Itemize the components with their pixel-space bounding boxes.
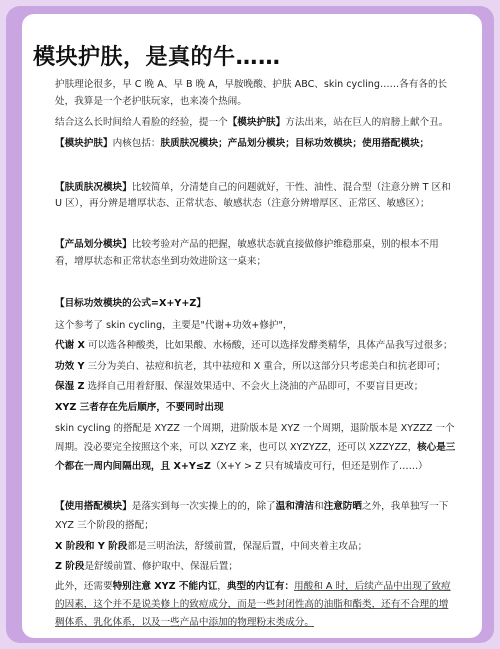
target-line: 这个参考了 skin cycling，主要是"代谢+功效+修护"，	[55, 320, 293, 331]
section-heading: 【目标功效模块的公式=X+Y+Z】	[55, 298, 206, 309]
target-line: XYZ 三者存在先后顺序，不要同时出现	[55, 402, 224, 413]
usage-line: 【使用搭配模块】是落实到每一次实操上的的，除了温和清洁和注意防晒之外，我单独写一下	[55, 501, 449, 512]
target-line: 保湿 Z 选择自己用着舒服、保湿效果适中、不会火上浇油的产品即可，不要盲目更改；	[55, 381, 424, 392]
usage-line: 稠体系、乳化体系，以及一些产品中添加的物理粉末类成分。	[55, 617, 315, 628]
section-heading: 【肤质肤况模块】	[55, 182, 132, 193]
intro-line: 处，我算是一个老护肤玩家，也来凑个热闹。	[55, 96, 247, 107]
target-line: 代谢 X 可以选各种酸类，比如果酸、水杨酸，还可以选择发酵类精华，具体产品我写过很多；	[55, 340, 453, 351]
section-heading: 【产品划分模块】	[55, 239, 132, 250]
intro-line: 【模块护肤】内核包括：肤质肤况模块；产品划分模块；目标功效模块；使用搭配模块；	[55, 138, 430, 149]
usage-line: Z 阶段是舒缓前置、修护取中、保湿后置；	[55, 561, 238, 572]
skin-module-line: U 区），再分辨是增厚状态、正常状态、敏感状态（注意分辨增厚区、正常区、敏感区）；	[55, 198, 430, 209]
usage-line: 的因素，这个并不是说美修上的致痘成分，而是一些封闭性高的油脂和酯类，还有不合理的增	[55, 599, 449, 610]
target-line: skin cycling 的搭配是 XYZZ 一个周期，进阶版本是 XYZ 一个周期，退阶版本是 XYZZZ 一个	[55, 423, 455, 434]
page-title: 模块护肤，是真的牛……	[33, 45, 281, 70]
intro-line: 结合这么长时间给人看脸的经验，提一个【模块护肤】方法出来，站在巨人的肩膀上献个丑。	[55, 117, 449, 128]
product-module-line: 看，增厚状态和正常状态坐到功效进阶这一桌来；	[55, 256, 267, 267]
intro-line: 护肤理论很多，早 C 晚 A、早 B 晚 A，早胺晚酸、护肤 ABC、skin cycling……各有各的长	[55, 79, 448, 90]
target-line: 周期。没必要完全按照这个来，可以 XZYZ 来，也可以 XYZYZZ，还可以 XZZYZZ，核心是三	[55, 442, 456, 453]
section-heading: 【使用搭配模块】	[55, 501, 132, 512]
product-module-line: 【产品划分模块】比较考验对产品的把握，敏感状态就直接做修护维稳那桌，别的根本不用	[55, 239, 439, 250]
skin-module-line: 【肤质肤况模块】比较简单，分清楚自己的问题就好，干性、油性、混合型（注意分辨 T 区和	[55, 182, 451, 193]
usage-line: X 阶段和 Y 阶段都是三明治法，舒缓前置，保湿后置，中间夹着主攻品；	[55, 541, 368, 552]
usage-line: XYZ 三个阶段的搭配；	[55, 520, 154, 531]
target-line: 个都在一周内间隔出现，且 X+Y≤Z（X+Y > Z 只有城墙皮可行，但还是别作了……）	[55, 461, 428, 472]
usage-line: 此外，还需要特别注意 XYZ 不能内讧，典型的内讧有：用酸和 A 时，后续产品中出现了致痘	[55, 581, 451, 592]
target-line: 功效 Y 三分为美白、祛痘和抗老，其中祛痘和 X 重合，所以这部分只考虑美白和抗老即可；	[55, 361, 446, 372]
